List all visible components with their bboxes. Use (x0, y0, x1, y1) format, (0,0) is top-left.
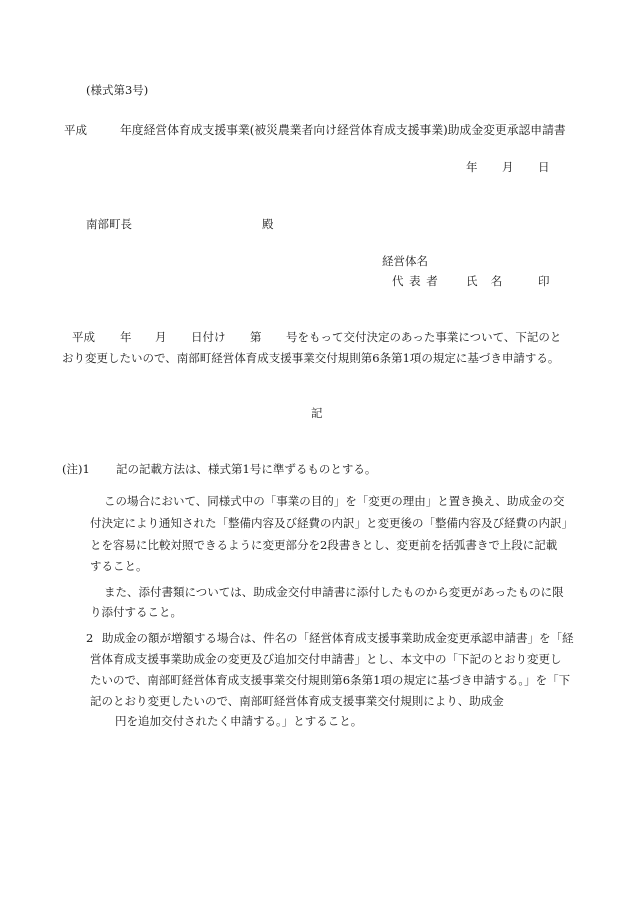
date-day: 日 (538, 160, 550, 174)
note-line: すること。 (90, 559, 148, 573)
representative-label: 代 表 者 (392, 274, 439, 288)
note-line: 記のとおり変更したいので、南部町経営体育成支援事業交付規則により、助成金 (90, 694, 504, 708)
form-number: (様式第3号) (86, 83, 149, 97)
body-year: 年 (120, 330, 132, 344)
body-month: 月 (155, 330, 167, 344)
note-line: 円を追加交付されたく申請する。」とすること。 (115, 714, 363, 728)
body-number-prefix: 第 (250, 330, 262, 344)
addressee-name: 南部町長 (86, 217, 132, 231)
page-title: 年度経営体育成支援事業(被災農業者向け経営体育成支援事業)助成金変更承認申請書 (120, 123, 566, 137)
entity-name-label: 経営体名 (382, 254, 428, 268)
name-label: 氏 名 (466, 274, 505, 288)
note-line: また、添付書類については、助成金交付申請書に添付したものから変更があったものに限 (104, 585, 564, 599)
note-line: り添付すること。 (90, 605, 182, 619)
date-year: 年 (466, 160, 478, 174)
date-month: 月 (502, 160, 514, 174)
note-line: 営体育成支援事業助成金の変更及び追加交付申請書」とし、本文中の「下記のとおり変更し (90, 652, 562, 666)
note-line: 付決定により通知された「整備内容及び経費の内訳」と変更後の「整備内容及び経費の内訳」 (90, 516, 573, 530)
note-line: たいので、南部町経営体育成支援事業交付規則第6条第1項の規定に基づき申請する。」を「下 (90, 673, 571, 687)
body-line1-rest: 号をもって交付決定のあった事業について、下記のと (286, 330, 562, 344)
notes-label: (注)1 (62, 462, 90, 476)
body-era: 平成 (72, 330, 95, 344)
note-2-label: 2 (86, 631, 94, 645)
note-line: とを容易に比較対照できるように変更部分を2段書きとし、変更前を括弧書きで上段に記載 (90, 538, 558, 552)
ki-heading: 記 (311, 406, 323, 420)
title-era: 平成 (64, 123, 87, 137)
addressee-honorific: 殿 (262, 217, 274, 231)
note-1-text: 記の記載方法は、様式第1号に準ずるものとする。 (116, 462, 377, 476)
body-line2: おり変更したいので、南部町経営体育成支援事業交付規則第6条第1項の規定に基づき申請する。 (62, 351, 560, 365)
note-line: 助成金の額が増額する場合は、件名の「経営体育成支援事業助成金変更承認申請書」を「経 (102, 631, 574, 645)
seal-mark: 印 (538, 274, 550, 288)
note-line: この場合において、同様式中の「事業の目的」を「変更の理由」と置き換え、助成金の交 (104, 494, 565, 508)
body-day: 日付け (191, 330, 226, 344)
